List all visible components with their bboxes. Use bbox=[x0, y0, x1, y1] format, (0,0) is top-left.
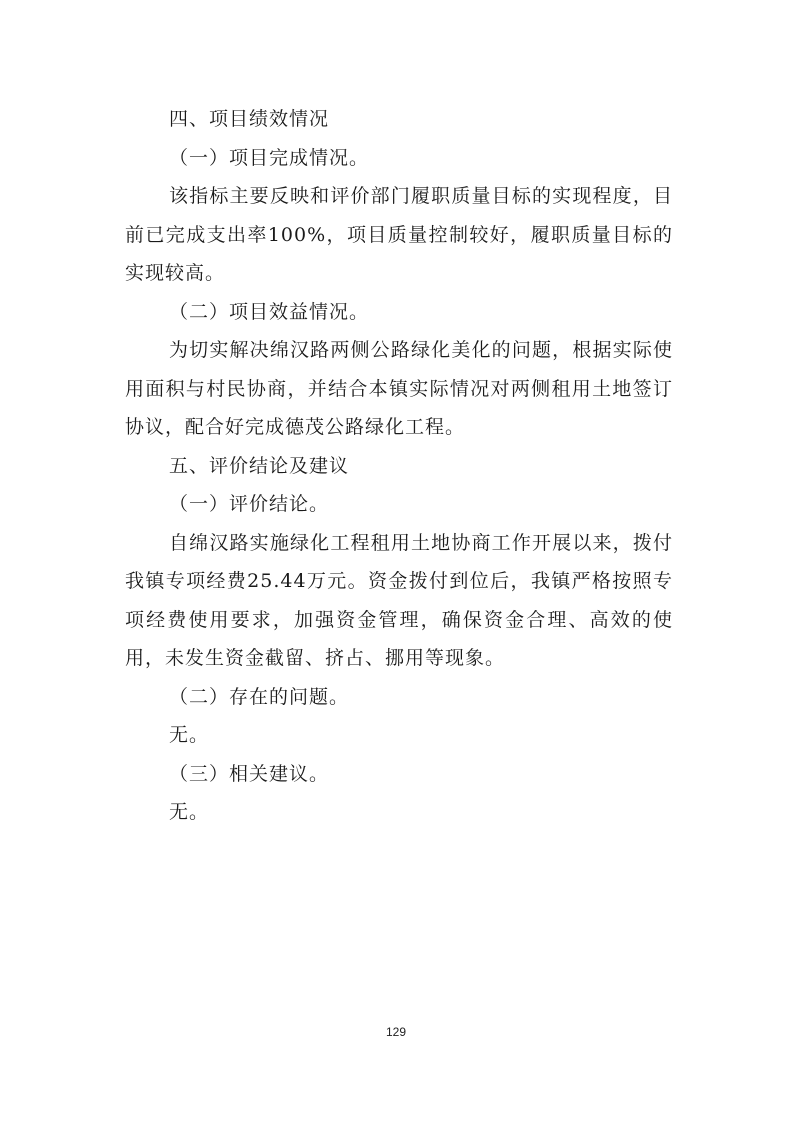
subheading-completion: （一）项目完成情况。 bbox=[169, 146, 370, 169]
section-heading-conclusion: 五、评价结论及建议 bbox=[169, 454, 350, 477]
subheading-suggestions: （三）相关建议。 bbox=[169, 762, 330, 785]
paragraph-evaluation-detail: 自绵汉路实施绿化工程租用土地协商工作开展以来，拨付我镇专项经费25.44万元。资金拨付到位后，我镇严格按照专项经费使用要求，加强资金管理，确保资金合理、高效的使用，未发生资金截留、挤占、挪用等现象。 bbox=[125, 531, 673, 669]
paragraph-suggestions-none: 无。 bbox=[169, 801, 210, 823]
section-heading-performance: 四、项目绩效情况 bbox=[169, 108, 330, 130]
document-body bbox=[125, 100, 673, 832]
subheading-problems: （二）存在的问题。 bbox=[169, 685, 350, 708]
page-number: 129 bbox=[385, 1025, 407, 1039]
paragraph-problems-none: 无。 bbox=[169, 724, 210, 746]
paragraph-benefit-detail: 为切实解决绵汉路两侧公路绿化美化的问题，根据实际使用面积与村民协商，并结合本镇实际情况对两侧租用土地签订协议，配合好完成德茂公路绿化工程。 bbox=[125, 339, 673, 438]
subheading-benefit: （二）项目效益情况。 bbox=[169, 300, 370, 323]
paragraph-completion-detail: 该指标主要反映和评价部门履职质量目标的实现程度，目前已完成支出率100%，项目质量控制较好，履职质量目标的实现较高。 bbox=[125, 185, 673, 284]
subheading-evaluation-conclusion: （一）评价结论。 bbox=[169, 493, 330, 515]
